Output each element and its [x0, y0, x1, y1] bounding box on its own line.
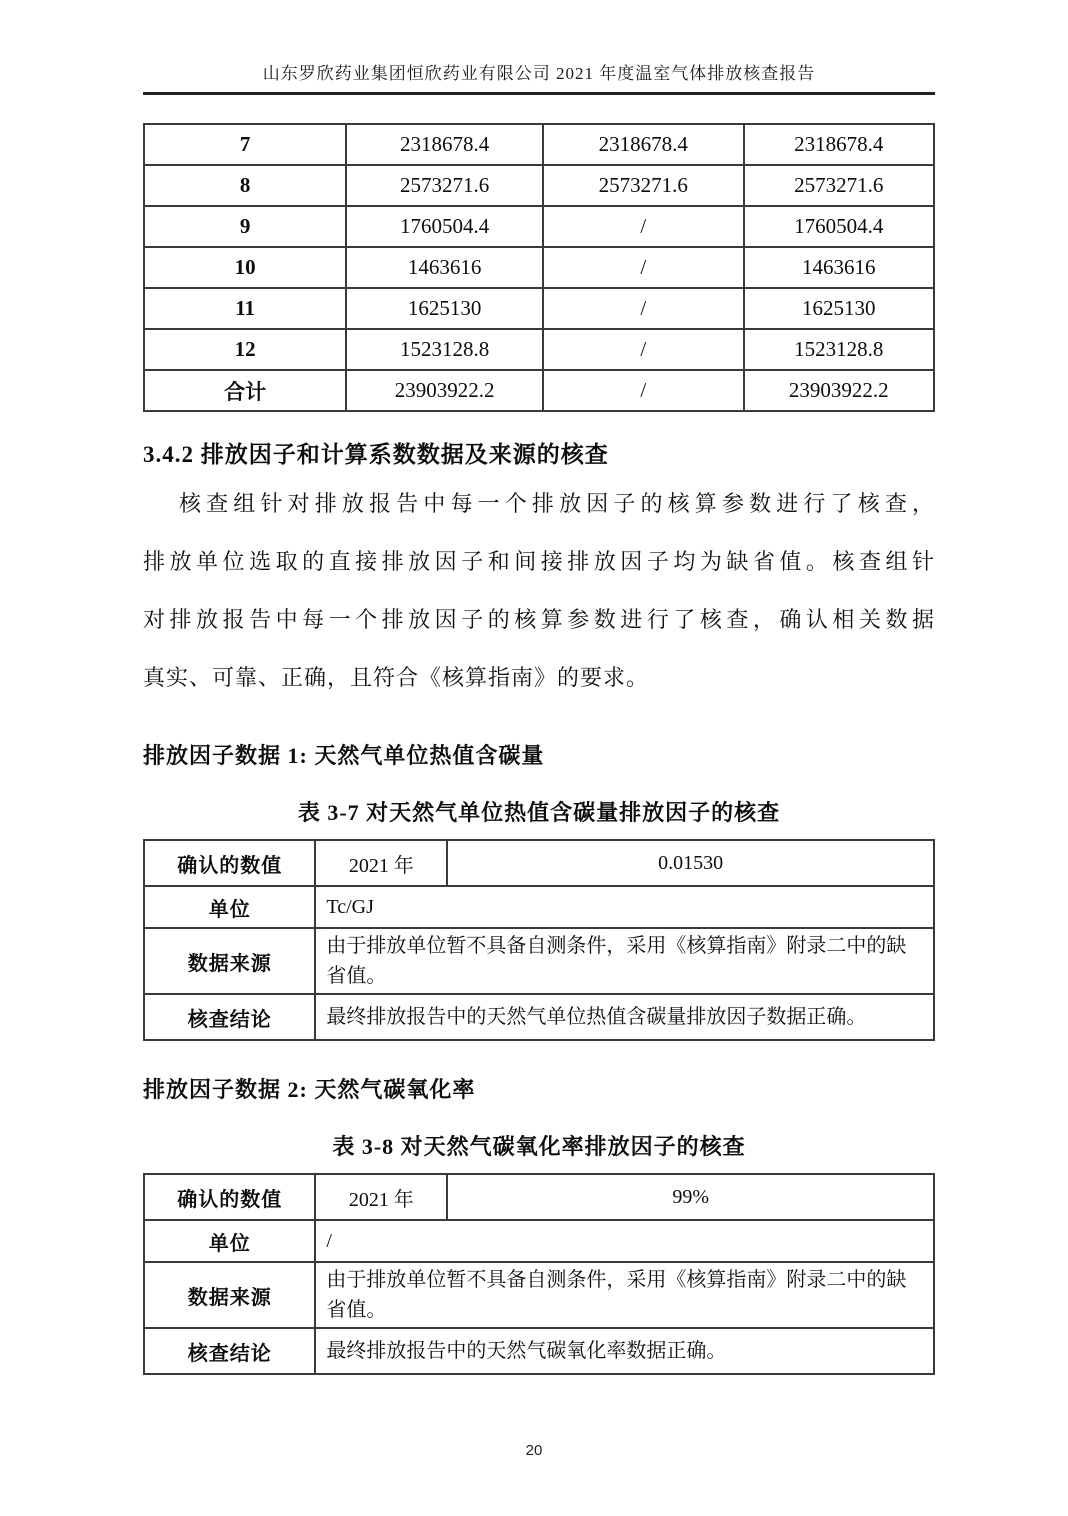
table-row: [144, 124, 934, 165]
value-cell: 1625130: [346, 288, 543, 329]
paragraph-line: 排放单位选取的直接排放因子和间接排放因子均为缺省值。核查组针: [143, 549, 935, 574]
value-cell: 1760504.4: [744, 206, 934, 247]
table-row: [144, 886, 934, 928]
row-header-cell: 数据来源: [144, 1262, 315, 1328]
row-header-cell: 确认的数值: [144, 840, 315, 886]
table-row: [144, 840, 934, 886]
row-header-cell: 单位: [144, 1220, 315, 1262]
value-cell: 0.01530: [447, 840, 934, 886]
value-cell: 99%: [447, 1174, 934, 1220]
value-cell: 2318678.4: [744, 124, 934, 165]
row-label-cell: 10: [144, 247, 346, 288]
row-label-cell: 7: [144, 124, 346, 165]
row-label-cell: 合计: [144, 370, 346, 411]
paragraph-line: 对排放报告中每一个排放因子的核算参数进行了核查，确认相关数据: [143, 607, 935, 632]
value-cell: 23903922.2: [744, 370, 934, 411]
monthly-data-table: [143, 123, 935, 412]
paragraph-line: 核查组针对排放报告中每一个排放因子的核算参数进行了核查，: [179, 491, 935, 516]
value-cell: /: [543, 370, 744, 411]
year-cell: 2021 年: [315, 1174, 447, 1220]
row-header-cell: 核查结论: [144, 994, 315, 1040]
value-cell: 2318678.4: [346, 124, 543, 165]
value-cell: 2573271.6: [744, 165, 934, 206]
table-row: [144, 1328, 934, 1374]
value-cell: /: [543, 329, 744, 370]
paragraph-line: 真实、可靠、正确，且符合《核算指南》的要求。: [143, 665, 650, 690]
row-header-cell: 数据来源: [144, 928, 315, 994]
page-header-title: 山东罗欣药业集团恒欣药业有限公司 2021 年度温室气体排放核查报告: [262, 64, 816, 83]
value-cell: 2318678.4: [543, 124, 744, 165]
table-row: [144, 1174, 934, 1220]
value-cell: 1760504.4: [346, 206, 543, 247]
row-label-cell: 9: [144, 206, 346, 247]
row-label-cell: 11: [144, 288, 346, 329]
value-cell: 23903922.2: [346, 370, 543, 411]
row-header-cell: 核查结论: [144, 1328, 315, 1374]
table-row-total: [144, 370, 934, 411]
table-3-8-title: 表 3-8 对天然气碳氧化率排放因子的核查: [332, 1134, 746, 1159]
factor1-heading: 排放因子数据 1: 天然气单位热值含碳量: [143, 743, 545, 768]
value-cell: /: [543, 206, 744, 247]
table-row: [144, 329, 934, 370]
table-row: [144, 994, 934, 1040]
table-row: [144, 928, 934, 994]
value-cell: 2573271.6: [346, 165, 543, 206]
table-row: [144, 288, 934, 329]
table-row: [144, 247, 934, 288]
row-label-cell: 8: [144, 165, 346, 206]
table-row: [144, 1220, 934, 1262]
header-divider: [143, 92, 935, 95]
table-3-7: [143, 839, 935, 1041]
section-heading-3-4-2: 3.4.2 排放因子和计算系数数据及来源的核查: [143, 442, 609, 467]
value-cell: 2573271.6: [543, 165, 744, 206]
body-paragraph: [143, 475, 935, 707]
row-header-cell: 确认的数值: [144, 1174, 315, 1220]
table-3-8: [143, 1173, 935, 1375]
table-row: [144, 165, 934, 206]
table-row: [144, 1262, 934, 1328]
page-content: [143, 0, 935, 1375]
page-number: 20: [525, 1442, 543, 1459]
table-3-7-title: 表 3-7 对天然气单位热值含碳量排放因子的核查: [297, 800, 781, 825]
conclusion-cell: 最终排放报告中的天然气单位热值含碳量排放因子数据正确。: [315, 994, 934, 1040]
value-cell: /: [543, 247, 744, 288]
value-cell: 1523128.8: [744, 329, 934, 370]
value-cell: 1523128.8: [346, 329, 543, 370]
unit-cell: Tc/GJ: [315, 886, 934, 928]
row-header-cell: 单位: [144, 886, 315, 928]
row-label-cell: 12: [144, 329, 346, 370]
factor2-heading: 排放因子数据 2: 天然气碳氧化率: [143, 1077, 476, 1102]
unit-cell: /: [315, 1220, 934, 1262]
source-cell: 由于排放单位暂不具备自测条件，采用《核算指南》附录二中的缺省值。: [315, 928, 934, 994]
value-cell: 1463616: [744, 247, 934, 288]
source-cell: 由于排放单位暂不具备自测条件，采用《核算指南》附录二中的缺省值。: [315, 1262, 934, 1328]
conclusion-cell: 最终排放报告中的天然气碳氧化率数据正确。: [315, 1328, 934, 1374]
value-cell: 1625130: [744, 288, 934, 329]
value-cell: 1463616: [346, 247, 543, 288]
year-cell: 2021 年: [315, 840, 447, 886]
table-row: [144, 206, 934, 247]
value-cell: /: [543, 288, 744, 329]
